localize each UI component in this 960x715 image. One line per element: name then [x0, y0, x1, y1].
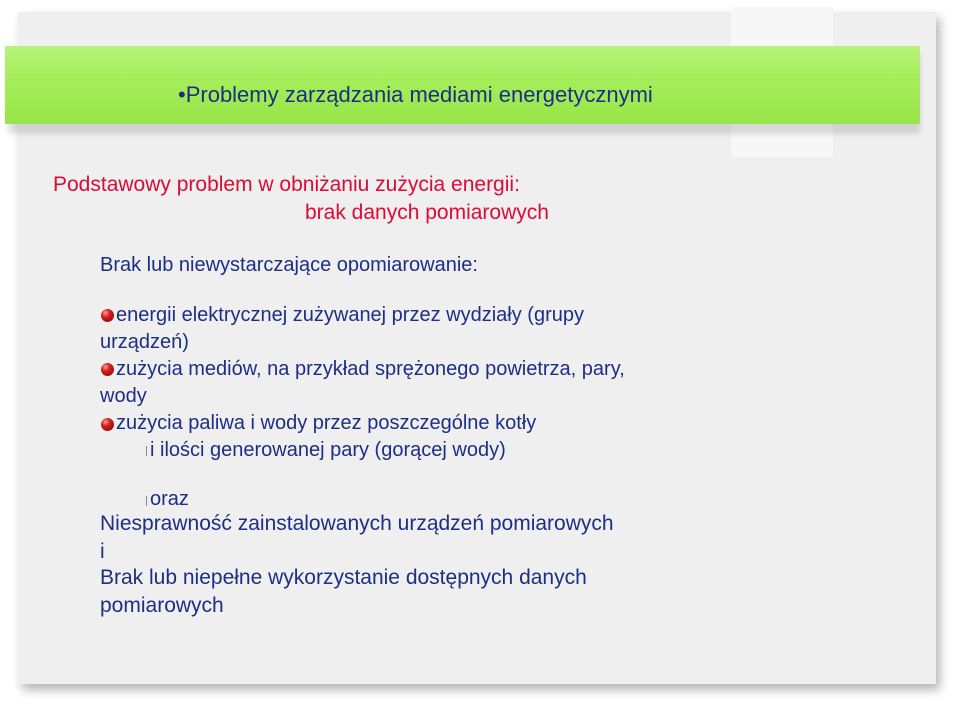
bottom-line-3: Brak lub niepełne wykorzystanie dostępnych danych: [100, 566, 587, 589]
bottom-line-2: i: [100, 540, 105, 563]
bottom-line-4: pomiarowych: [100, 594, 224, 617]
title-text: Problemy zarządzania mediami energetycznymi: [185, 82, 653, 107]
title-bullet: •: [178, 82, 186, 107]
bullet-icon: [101, 363, 114, 376]
intro-text: Brak lub niewystarczające opomiarowanie:: [100, 254, 478, 276]
bullet-icon: [101, 309, 114, 322]
slide-title: [178, 82, 653, 108]
bullet-1-line-2: urządzeń): [100, 331, 189, 353]
oraz-text: oraz: [150, 488, 189, 510]
tick-mark: [146, 496, 147, 506]
bullet-1-line-1: energii elektrycznej zużywanej przez wydziały (grupy: [116, 304, 584, 326]
bottom-line-1: Niesprawność zainstalowanych urządzeń pomiarowych: [100, 512, 614, 535]
headline-line-2: brak danych pomiarowych: [305, 201, 549, 224]
headline-line-1: Podstawowy problem w obniżaniu zużycia energii:: [53, 173, 520, 196]
bullet-3-line-1: zużycia paliwa i wody przez poszczególne kotły: [116, 412, 537, 434]
bullet-2-line-2: wody: [100, 385, 147, 407]
tick-mark: [146, 446, 147, 456]
bullet-3-line-2: i ilości generowanej pary (gorącej wody): [150, 439, 506, 461]
bullet-icon: [101, 418, 114, 431]
bullet-2-line-1: zużycia mediów, na przykład sprężonego powietrza, pary,: [116, 358, 625, 380]
